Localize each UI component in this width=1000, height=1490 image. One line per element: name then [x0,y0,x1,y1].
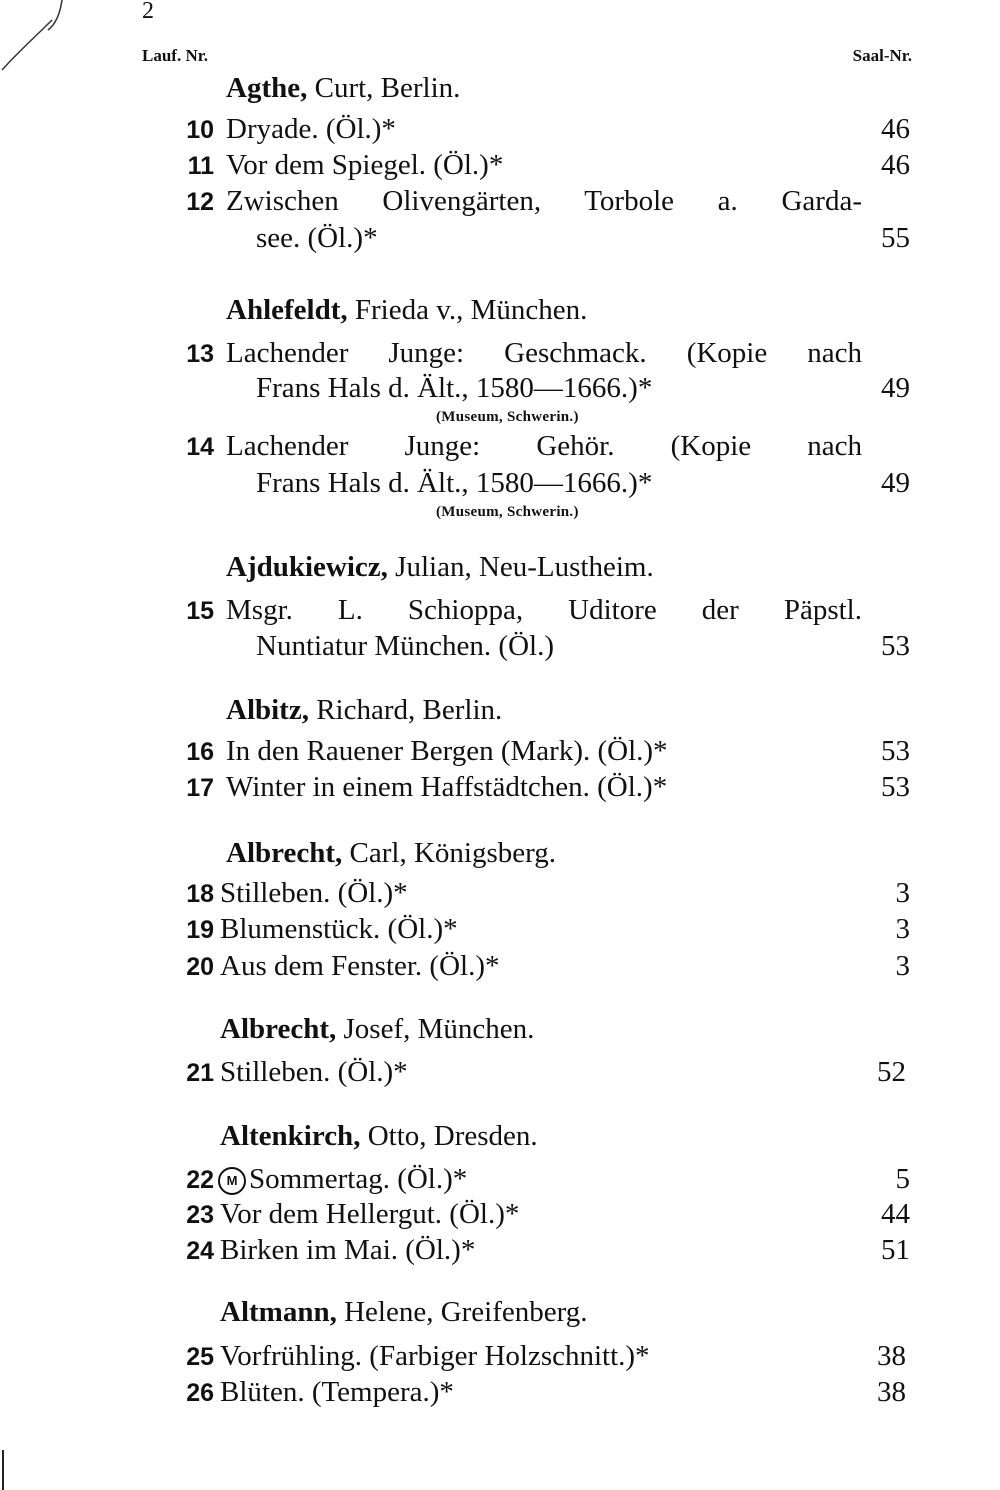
entry-saal: 52 [877,1056,906,1088]
entry-number: 25 [186,1343,214,1371]
entry-saal: 3 [895,877,910,909]
entry-number: 16 [186,738,214,766]
entry-title: Winter in einem Haffstädtchen. (Öl.)* [226,771,668,803]
artist-name: Ajdukiewicz, [226,551,388,583]
entry-number: 18 [186,880,214,908]
entry-title: Vor dem Spiegel. (Öl.)* [226,149,504,181]
entry-number: 26 [186,1379,214,1407]
entry-number: 22 [186,1166,214,1194]
artist-details: Curt, Berlin. [307,72,461,104]
entry-number: 11 [187,152,214,180]
entry-title: Birken im Mai. (Öl.)* [220,1234,476,1266]
entry-number: 14 [186,433,214,461]
entry-title: Vor dem Hellergut. (Öl.)* [220,1198,520,1230]
artist-details: Richard, Berlin. [308,694,503,726]
column-header-lauf-nr: Lauf. Nr. [142,46,208,65]
artist-heading [226,694,502,727]
entry-title: Lachender Junge: Gehör. (Kopie nach [226,430,862,462]
artist-name: Altenkirch, [220,1120,361,1152]
artist-details: Josef, München. [336,1013,535,1045]
entry-saal: 3 [895,913,910,945]
entry-title: Blüten. (Tempera.)* [220,1376,454,1408]
entry-saal: 53 [881,771,910,803]
entry-title-continued: see. (Öl.)* [256,222,378,254]
entry-saal: 46 [881,149,910,181]
artist-heading [226,551,654,584]
artist-heading [226,837,556,870]
entry-number: 23 [186,1201,214,1229]
artist-details: Julian, Neu-Lustheim. [387,551,654,583]
entry-title-continued: Frans Hals d. Ält., 1580—1666.)* [256,372,653,404]
entry-saal: 38 [877,1376,906,1408]
entry-number: 17 [186,774,214,802]
artist-heading [220,1296,588,1329]
entry-saal: 55 [881,222,910,254]
entry-saal: 51 [881,1234,910,1266]
artist-heading [226,72,460,105]
artist-name: Ahlefeldt, [226,294,348,326]
artist-name: Albrecht, [226,837,343,869]
entry-saal: 49 [881,467,910,499]
artist-heading [220,1013,534,1046]
entry-number: 24 [186,1237,214,1265]
entry-title: Zwischen Olivengärten, Torbole a. Garda- [226,185,862,217]
pencil-stroke-icon [0,0,70,80]
entry-number: 12 [186,188,214,216]
entry-title: Stilleben. (Öl.)* [220,1056,408,1088]
entry-saal: 46 [881,113,910,145]
entry-number: 21 [186,1059,214,1087]
entry-title: Vorfrühling. (Farbiger Holzschnitt.)* [220,1340,650,1372]
entry-saal: 49 [881,372,910,404]
artist-details: Otto, Dresden. [360,1120,538,1152]
entry-title: Dryade. (Öl.)* [226,113,396,145]
artist-name: Agthe, [226,72,308,104]
entry-owner: (Museum, Schwerin.) [436,504,579,520]
entry-saal: 38 [877,1340,906,1372]
entry-title: Stilleben. (Öl.)* [220,877,408,909]
artist-name: Albitz, [226,694,309,726]
entry-owner: (Museum, Schwerin.) [436,409,579,425]
entry-saal: 3 [895,950,910,982]
entry-number: 13 [186,340,214,368]
entry-title-row [218,1163,467,1196]
entry-title-continued: Frans Hals d. Ält., 1580—1666.)* [256,467,653,499]
page-number: 2 [142,0,154,24]
entry-title: Aus dem Fenster. (Öl.)* [220,950,500,982]
artist-heading [220,1120,538,1153]
entry-title: Msgr. L. Schioppa, Uditore der Päpstl. [226,594,862,626]
entry-title-continued: Nuntiatur München. (Öl.) [256,630,554,662]
entry-number: 10 [186,116,214,144]
artist-details: Carl, Königsberg. [342,837,556,869]
entry-number: 15 [186,597,214,625]
artist-name: Albrecht, [220,1013,337,1045]
entry-title: Blumenstück. (Öl.)* [220,913,458,945]
artist-details: Helene, Greifenberg. [336,1296,588,1328]
artist-name: Altmann, [220,1296,337,1328]
column-header-saal-nr: Saal-Nr. [852,46,912,65]
artist-heading [226,294,587,327]
entry-number: 19 [186,916,214,944]
artist-details: Frieda v., München. [347,294,588,326]
entry-saal: 44 [881,1198,910,1230]
entry-saal: 53 [881,735,910,767]
entry-title: Sommertag. (Öl.)* [249,1163,468,1195]
entry-saal: 53 [881,630,910,662]
scan-edge-mark [2,1450,4,1490]
entry-number: 20 [186,953,214,981]
entry-title: In den Rauener Bergen (Mark). (Öl.)* [226,735,668,767]
monogram-mark-icon: M [218,1167,246,1195]
entry-title: Lachender Junge: Geschmack. (Kopie nach [226,337,862,369]
entry-saal: 5 [895,1163,910,1195]
